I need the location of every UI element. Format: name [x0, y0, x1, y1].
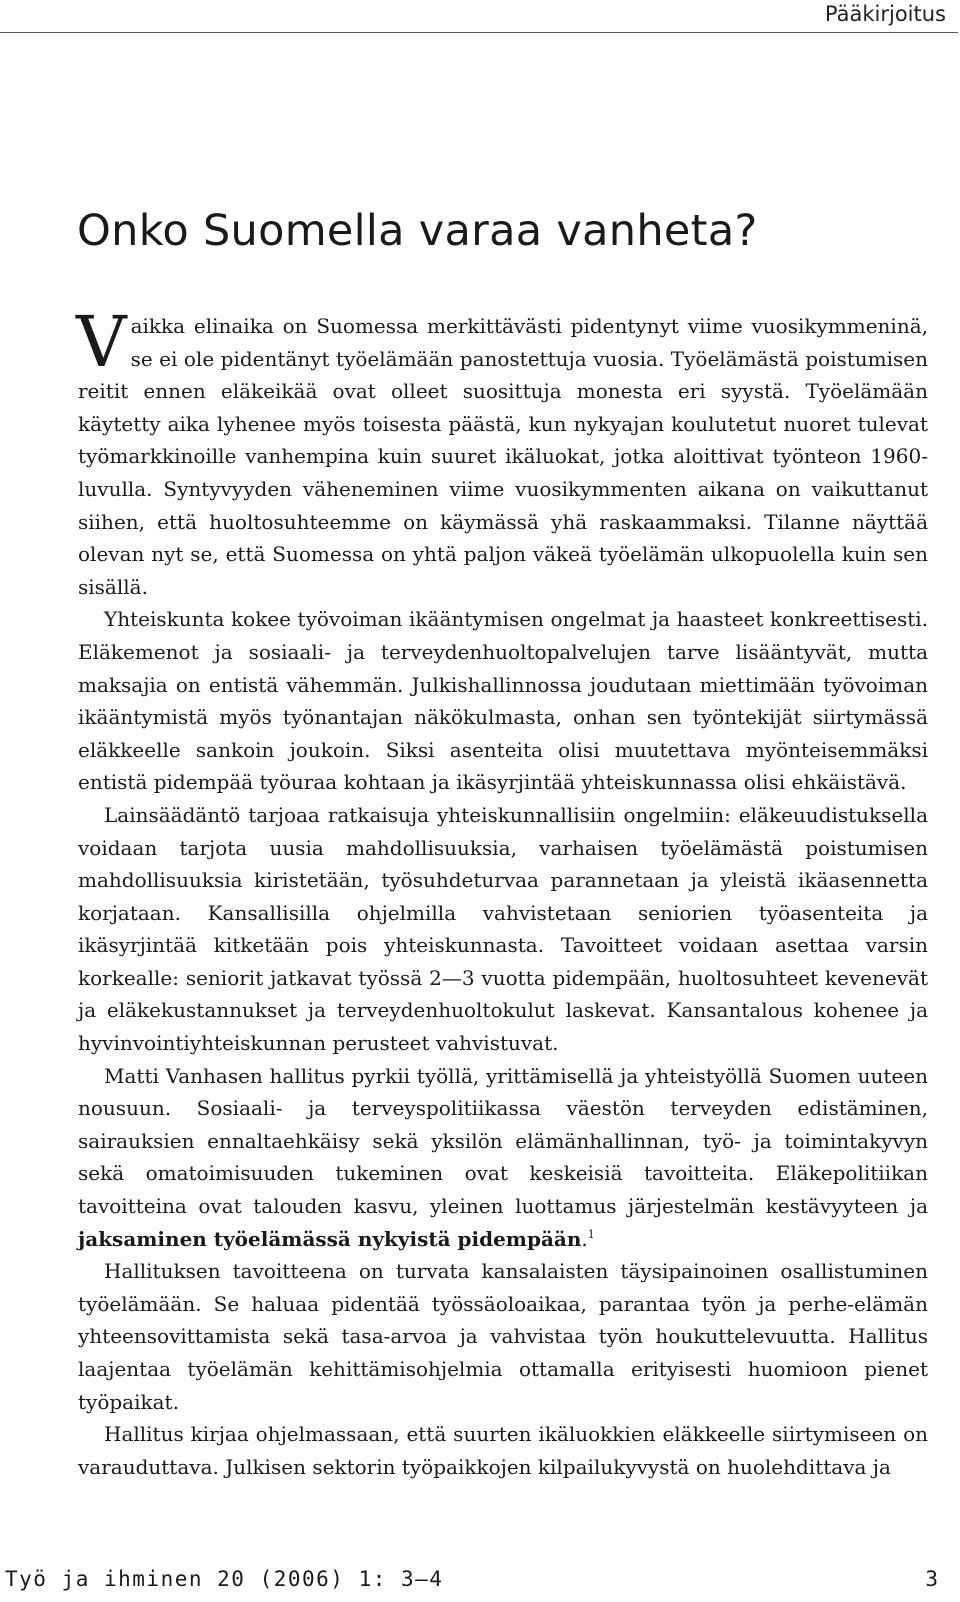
article-title: Onko Suomella varaa vanheta?	[77, 206, 758, 256]
running-footer	[0, 1560, 960, 1600]
paragraph-4-text: Matti Vanhasen hallitus pyrkii työllä, yrittämisellä ja yhteistyöllä Suomen uuteen nousuun. Sosiaali- ja terveyspolitiikassa väestön terveyden edistäminen, sairauksien ennaltaehkäisy sekä yksilön elämänhallinnan, työ- ja toimintakyvyn sekä omatoimisuuden tukeminen ovat keskeisiä tavoitteita. Eläkepolitiikan tavoitteina ovat talouden kasvu, yleinen luottamus järjestelmän kestävyyteen ja	[78, 1063, 928, 1219]
paragraph-3: Lainsäädäntö tarjoaa ratkaisuja yhteiskunnallisiin ongelmiin: eläkeuudistuksella voidaan tarjota uusia mahdollisuuksia, varhaisen työelämästä poistumisen mahdollisuuksia kiristetään, työsuhdeturvaa parannetaan ja yleistä ikäasennetta korjataan. Kansallisilla ohjelmilla vahvistetaan seniorien työasenteita ja ikäsyrjintää kitketään pois yhteiskunnasta. Tavoitteet voidaan asettaa varsin korkealle: seniorit jatkavat työssä 2—3 vuotta pidempään, huoltosuhteet kevenevät ja eläkekustannukset ja terveydenhuoltokulut laskevat. Kansantalous kohenee ja hyvinvointiyhteiskunnan perusteet vahvistuvat.	[78, 802, 928, 1056]
running-header	[0, 0, 960, 40]
paragraph-4-emphasis: jaksaminen työelämässä nykyistä pidempään	[78, 1226, 582, 1251]
journal-citation: Työ ja ihminen 20 (2006) 1: 3—4	[5, 1567, 444, 1591]
paragraph-5: Hallituksen tavoitteena on turvata kansalaisten täysipainoinen osallistuminen työelämään. Se haluaa pidentää työssäoloaikaa, parantaa työn ja perhe-elämän yhteensovittamista sekä tasa-arvoa ja vahvistaa työn houkuttelevuutta. Hallitus laajentaa työelämän kehittämisohjelmia ottamalla erityisesti huomioon pienet työpaikat.	[78, 1259, 928, 1414]
drop-cap: V	[76, 301, 127, 383]
paragraph-6: Hallitus kirjaa ohjelmassaan, että suurten ikäluokkien eläkkeelle siirtymiseen on varauduttava. Julkisen sektorin työpaikkojen kilpailukyvystä on huolehdittava ja	[78, 1422, 928, 1479]
paragraph-2: Yhteiskunta kokee työvoiman ikääntymisen ongelmat ja haasteet konkreettisesti. Eläkemenot ja sosiaali- ja terveydenhuoltopalvelujen tarve lisääntyvät, mutta maksajia on entistä vähemmän. Julkishallinnossa joudutaan miettimään työvoiman ikääntymistä myös työnantajan näkökulmasta, onhan sen työntekijät siirtymässä eläkkeelle sankoin joukoin. Siksi asenteita olisi muutettava myönteisemmäksi entistä pidempää työuraa kohtaan ja ikäsyrjintää yhteiskunnassa olisi ehkäistävä.	[78, 607, 928, 795]
paragraph-1-text: aikka elinaika on Suomessa merkittävästi pidentynyt viime vuosikymmeninä, se ei ole pidentänyt työelämään panostettuja vuosia. Työelämästä poistumisen reitit ennen eläkeikää ovat olleet suosittuja monesta eri syystä. Työelämään käytetty aika lyhenee myös toisesta päästä, kun nykyajan koulutetut nuoret tulevat työmarkkinoille vanhempina kuin suuret ikäluokat, jotka aloittivat työnteon 1960-luvulla. Syntyvyyden väheneminen viime vuosikymmenten aikana on vaikuttanut siihen, että huoltosuhteemme on käymässä yhä raskaammaksi. Tilanne näyttää olevan nyt se, että Suomessa on yhtä paljon väkeä työelämän ulkopuolella kuin sen sisällä.	[78, 314, 928, 599]
paragraph-1	[76, 301, 928, 603]
paragraph-4-period: .	[581, 1226, 588, 1251]
header-rule	[0, 32, 958, 33]
page-number: 3	[925, 1567, 938, 1591]
section-label: Pääkirjoitus	[824, 2, 946, 26]
footnote-marker: 1	[587, 1227, 595, 1241]
article-body	[76, 301, 928, 1483]
paragraph-4	[78, 1060, 928, 1256]
